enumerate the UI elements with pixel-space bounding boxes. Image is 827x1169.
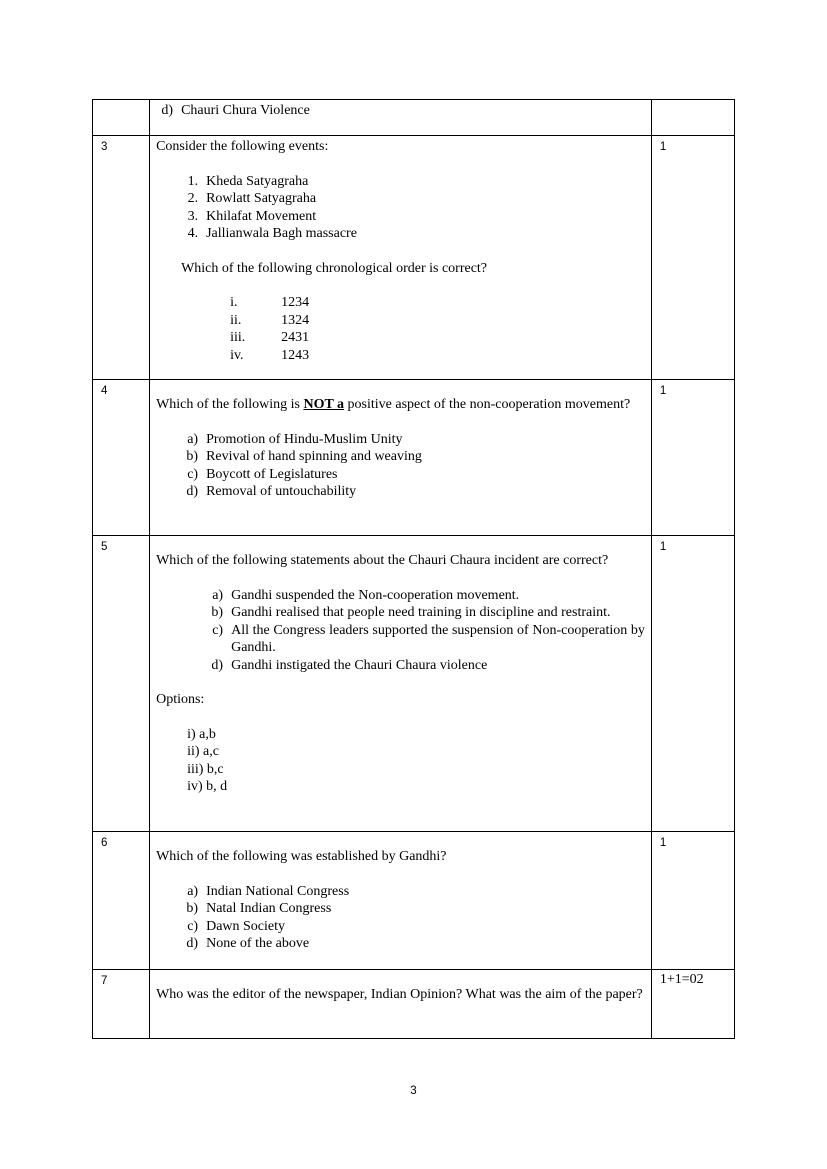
table-row bbox=[93, 536, 735, 832]
list-item: b) Natal Indian Congress bbox=[186, 901, 332, 916]
option-list bbox=[156, 102, 645, 120]
question-number: 6 bbox=[101, 837, 108, 849]
list-item: c) All the Congress leaders supported the suspension of Non-cooperation by Gandhi. bbox=[212, 622, 645, 655]
question-cell bbox=[150, 136, 652, 380]
marks-cell bbox=[651, 536, 734, 832]
list-item: 4. Jallianwala Bagh massacre bbox=[187, 226, 357, 241]
marks-value: 1 bbox=[659, 837, 667, 849]
list-item: b) Revival of hand spinning and weaving bbox=[186, 449, 422, 464]
list-item: c) Boycott of Legislatures bbox=[187, 466, 338, 482]
page-number: 3 bbox=[410, 1085, 417, 1097]
question-number-cell bbox=[93, 100, 150, 136]
marks-value: 1+1=02 bbox=[659, 972, 704, 987]
marks-value: 1 bbox=[659, 385, 667, 397]
marks-value: 1 bbox=[659, 541, 667, 553]
table-row bbox=[93, 100, 735, 136]
list-item: iv) b, d bbox=[187, 779, 228, 794]
statement-list bbox=[156, 587, 645, 675]
list-item: d) None of the above bbox=[186, 936, 310, 951]
option-list bbox=[156, 726, 645, 796]
question-text: Which of the following was established by Gandhi? bbox=[156, 849, 447, 864]
table-row bbox=[93, 970, 735, 1039]
question-number: 7 bbox=[101, 975, 108, 987]
marks-value: 1 bbox=[659, 141, 667, 153]
question-cell bbox=[150, 970, 652, 1039]
question-cell bbox=[150, 380, 652, 536]
options-label: Options: bbox=[156, 692, 205, 707]
question-cell bbox=[150, 536, 652, 832]
question-text: Which of the following is NOT a positive aspect of the non-cooperation movement? bbox=[156, 397, 631, 412]
question-number-cell bbox=[93, 380, 150, 536]
list-item: i) a,b bbox=[187, 726, 216, 742]
question-cell bbox=[150, 832, 652, 970]
question-number-cell bbox=[93, 970, 150, 1039]
event-list bbox=[156, 173, 645, 243]
marks-cell bbox=[651, 136, 734, 380]
list-item: d) Gandhi instigated the Chauri Chaura violence bbox=[211, 657, 488, 673]
question-number-cell bbox=[93, 536, 150, 832]
marks-cell bbox=[651, 832, 734, 970]
list-item: b) Gandhi realised that people need training in discipline and restraint. bbox=[211, 605, 611, 620]
list-item: iii) b,c bbox=[187, 761, 224, 777]
question-number: 5 bbox=[101, 541, 108, 553]
emphasis-text: NOT a bbox=[303, 397, 345, 412]
list-item: i. 1234 bbox=[230, 295, 310, 310]
table-row bbox=[93, 136, 735, 380]
list-item: ii) a,c bbox=[187, 744, 219, 759]
list-item: iv. 1243 bbox=[230, 347, 310, 363]
question-text: Which of the following chronological order is correct? bbox=[181, 260, 488, 276]
option-list bbox=[156, 431, 645, 501]
list-item: 3. Khilafat Movement bbox=[187, 208, 317, 224]
question-text: Who was the editor of the newspaper, Indian Opinion? What was the aim of the paper? bbox=[156, 987, 643, 1002]
list-item: a) Indian National Congress bbox=[187, 883, 350, 899]
list-item: c) Dawn Society bbox=[187, 918, 286, 934]
question-text: Which of the following statements about the Chauri Chaura incident are correct? bbox=[156, 553, 609, 568]
table-row bbox=[93, 832, 735, 970]
question-number-cell bbox=[93, 832, 150, 970]
list-item: 1. Kheda Satyagraha bbox=[187, 173, 309, 189]
option-list bbox=[156, 883, 645, 953]
question-number-cell bbox=[93, 136, 150, 380]
question-intro: Consider the following events: bbox=[156, 139, 329, 154]
list-item: a) Gandhi suspended the Non-cooperation movement. bbox=[212, 587, 520, 603]
list-item: iii. 2431 bbox=[230, 330, 310, 345]
list-item: d) Chauri Chura Violence bbox=[161, 103, 310, 118]
question-table bbox=[92, 99, 735, 1039]
list-item: a) Promotion of Hindu-Muslim Unity bbox=[187, 431, 403, 447]
question-number: 3 bbox=[101, 141, 108, 153]
question-number: 4 bbox=[101, 385, 108, 397]
marks-cell bbox=[651, 380, 734, 536]
marks-cell bbox=[651, 100, 734, 136]
list-item: ii. 1324 bbox=[230, 312, 310, 328]
list-item: d) Removal of untouchability bbox=[186, 484, 357, 499]
option-list bbox=[230, 294, 645, 364]
table-row bbox=[93, 380, 735, 536]
list-item: 2. Rowlatt Satyagraha bbox=[187, 191, 317, 206]
marks-cell bbox=[651, 970, 734, 1039]
question-cell bbox=[150, 100, 652, 136]
